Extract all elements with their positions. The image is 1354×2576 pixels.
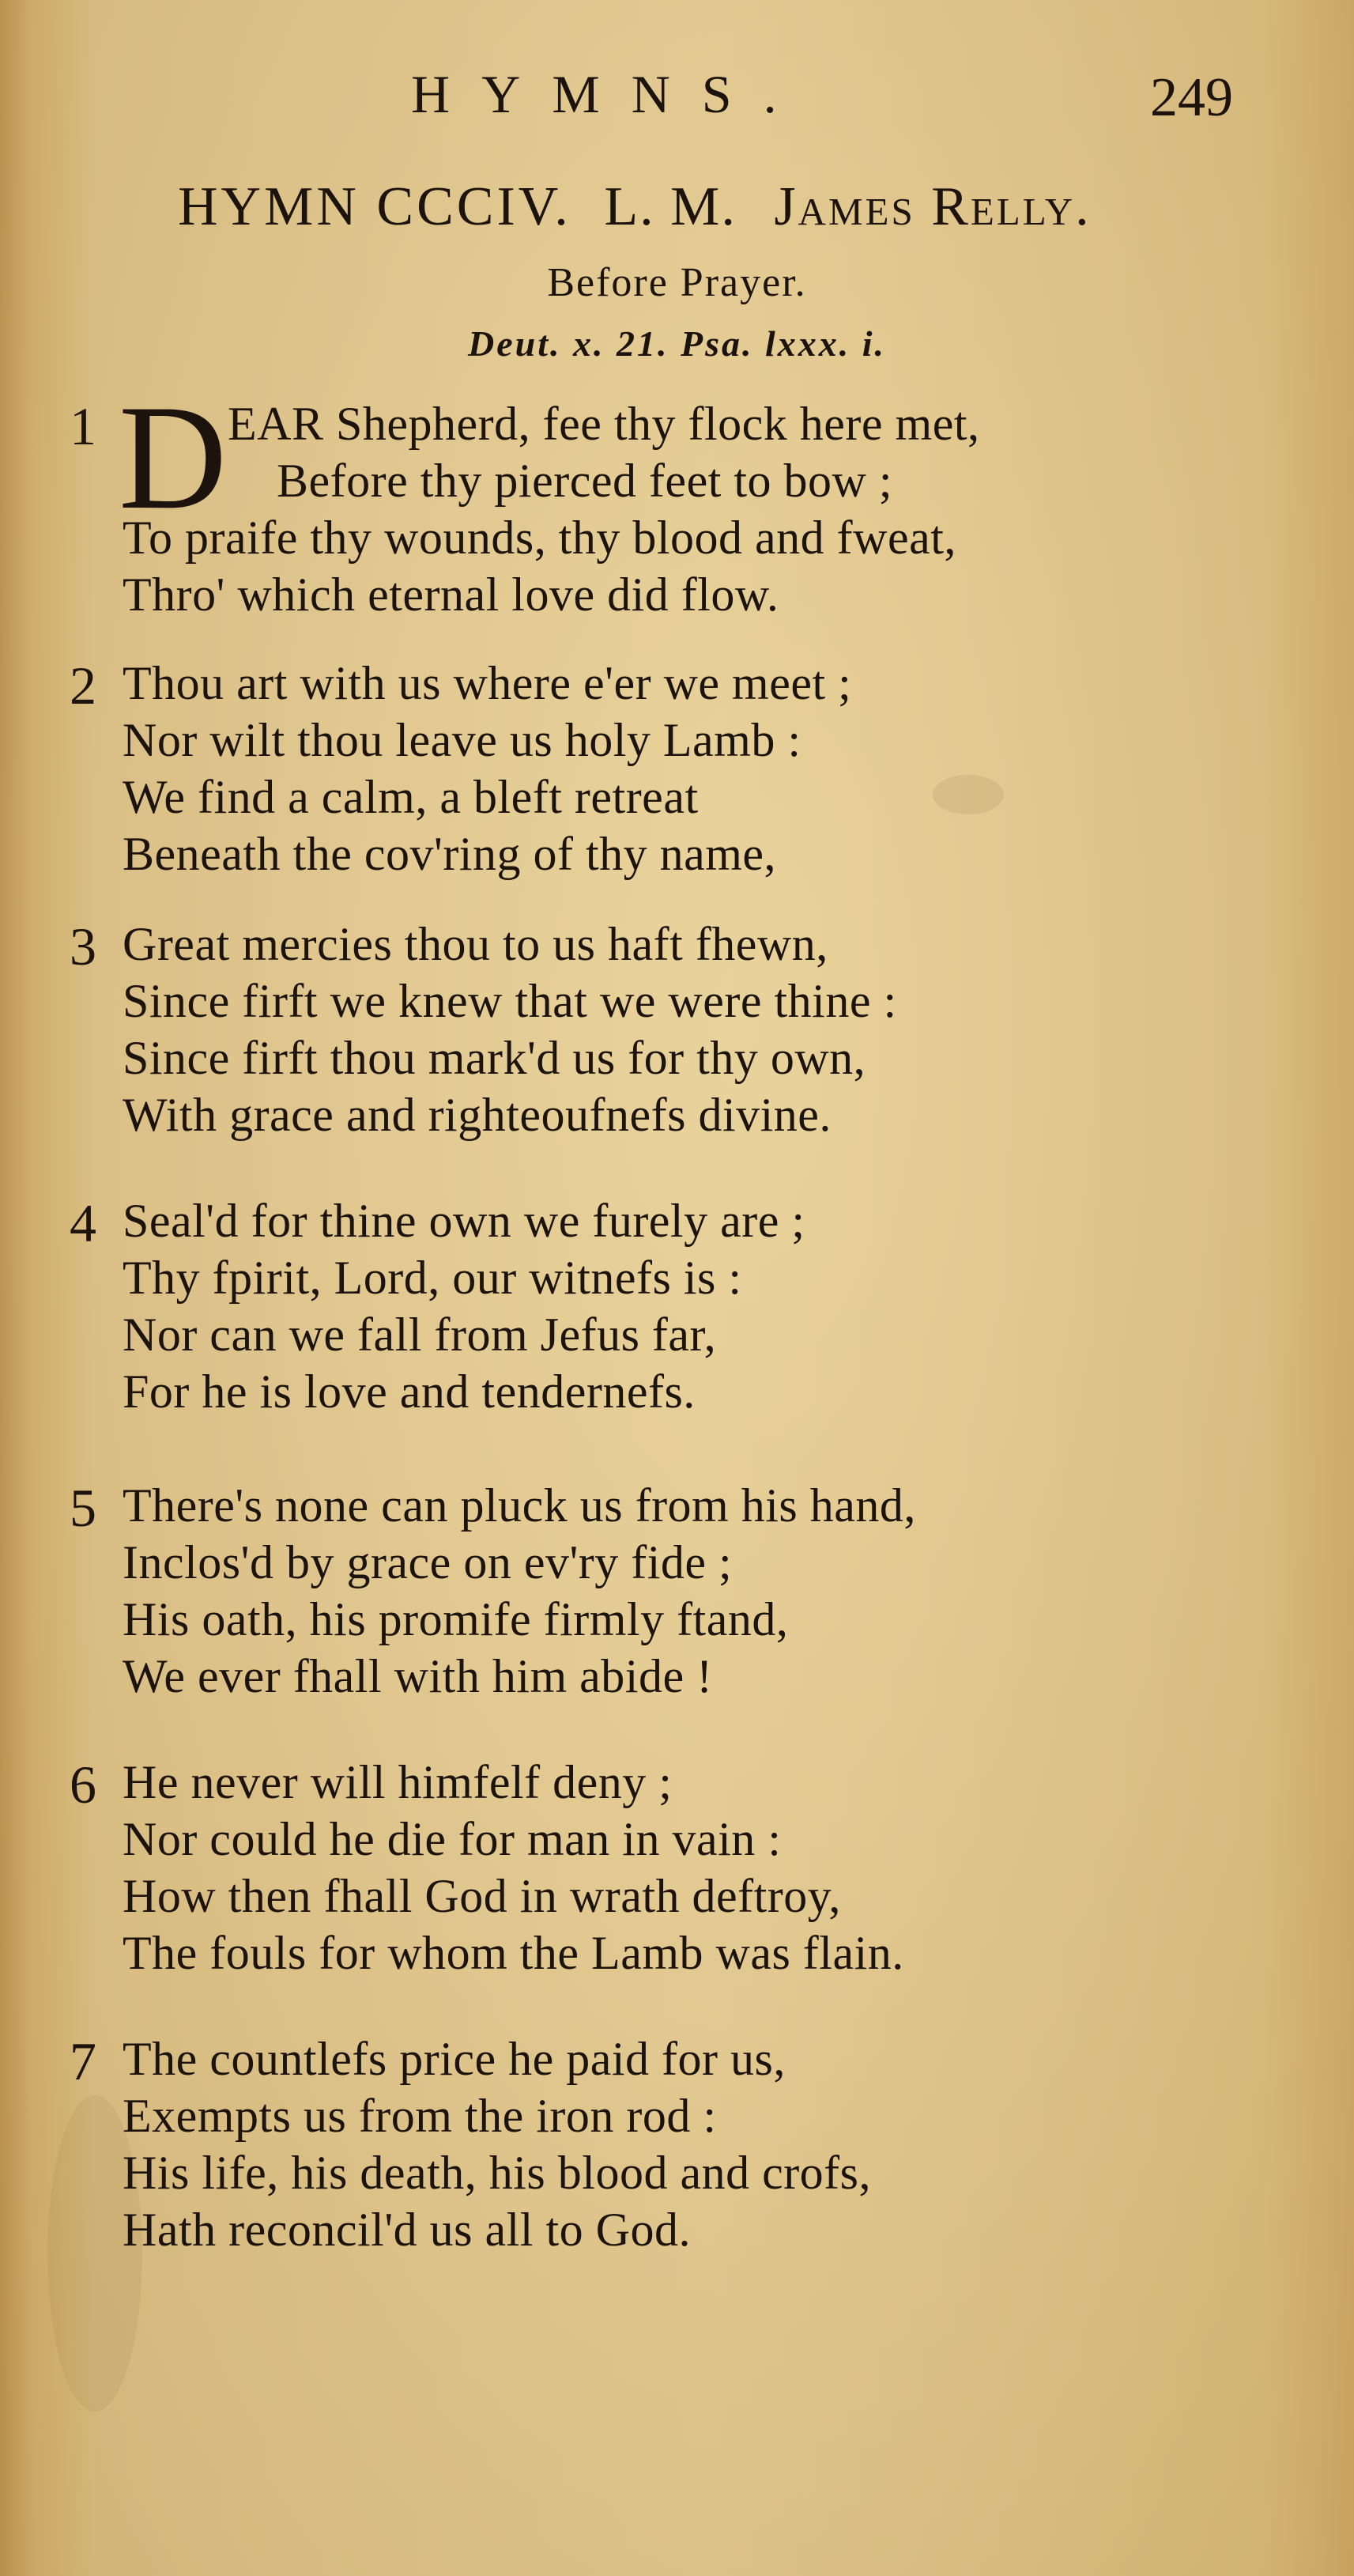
stanza-number: 6 — [70, 1754, 96, 1815]
page-number: 249 — [1150, 67, 1233, 128]
stanza-number: 4 — [70, 1193, 96, 1253]
hymn-title — [178, 176, 1205, 239]
drop-cap: D — [119, 375, 228, 541]
stanza-number: 7 — [70, 2031, 96, 2091]
verse-line: He never will himfelf deny ; — [123, 1756, 673, 1808]
verse-line: Seal'd for thine own we furely are ; — [123, 1195, 805, 1247]
verse-line: Inclos'd by grace on ev'ry fide ; — [123, 1536, 733, 1588]
verse-line: With grace and righteoufnefs divine. — [123, 1089, 832, 1141]
page-header — [0, 55, 1354, 142]
verse-line: To praife thy wounds, thy blood and fweat, — [123, 512, 956, 564]
verse-line: We ever fhall with him abide ! — [123, 1650, 713, 1702]
verse-line: Great mercies thou to us haft fhewn, — [123, 918, 828, 970]
hymn-meter: L. M. — [604, 176, 737, 237]
paper-stain — [933, 775, 1004, 814]
verse-line: His oath, his promife firmly ftand, — [123, 1593, 789, 1645]
verse-line: Thro' which eternal love did flow. — [123, 568, 779, 621]
verse-line: Nor could he die for man in vain : — [123, 1813, 782, 1865]
verse-line: Thou art with us where e'er we meet ; — [123, 657, 852, 709]
hymn-subtitle: Before Prayer. — [547, 260, 807, 305]
verse-line: Beneath the cov'ring of thy name, — [123, 828, 777, 880]
verse-line: How then fhall God in wrath deftroy, — [123, 1870, 841, 1922]
verse-line: The countlefs price he paid for us, — [123, 2033, 786, 2085]
verse-line: Since firft thou mark'd us for thy own, — [123, 1032, 866, 1084]
hymn-author: James Relly. — [774, 176, 1092, 237]
verse-line: His life, his death, his blood and crofs, — [123, 2147, 872, 2199]
verse-line: Since firft we knew that we were thine : — [123, 975, 897, 1027]
scripture-reference: Deut. x. 21. Psa. lxxx. i. — [467, 323, 887, 364]
hymn-number: HYMN CCCIV. — [178, 176, 571, 237]
verse-line: Hath reconcil'd us all to God. — [123, 2204, 691, 2256]
verse-line: Before thy pierced feet to bow ; — [277, 455, 893, 507]
stanza-number: 1 — [70, 396, 96, 456]
verse-line: The fouls for whom the Lamb was flain. — [123, 1927, 904, 1979]
verse-line: Nor wilt thou leave us holy Lamb : — [123, 714, 801, 766]
verse-line: For he is love and tendernefs. — [123, 1365, 696, 1418]
stanza-number: 2 — [70, 655, 96, 716]
verse-line: We find a calm, a bleft retreat — [123, 771, 699, 823]
verse-line: EAR Shepherd, fee thy flock here met, — [228, 398, 980, 450]
running-head: HYMNS. — [411, 64, 809, 124]
stanza-number: 5 — [70, 1478, 96, 1538]
verse-line: Thy fpirit, Lord, our witnefs is : — [123, 1252, 742, 1304]
verse-line: Nor can we fall from Jefus far, — [123, 1309, 717, 1361]
verse-line: There's none can pluck us from his hand, — [123, 1479, 916, 1532]
verse-line: Exempts us from the iron rod : — [123, 2090, 717, 2142]
stanza-number: 3 — [70, 916, 96, 976]
